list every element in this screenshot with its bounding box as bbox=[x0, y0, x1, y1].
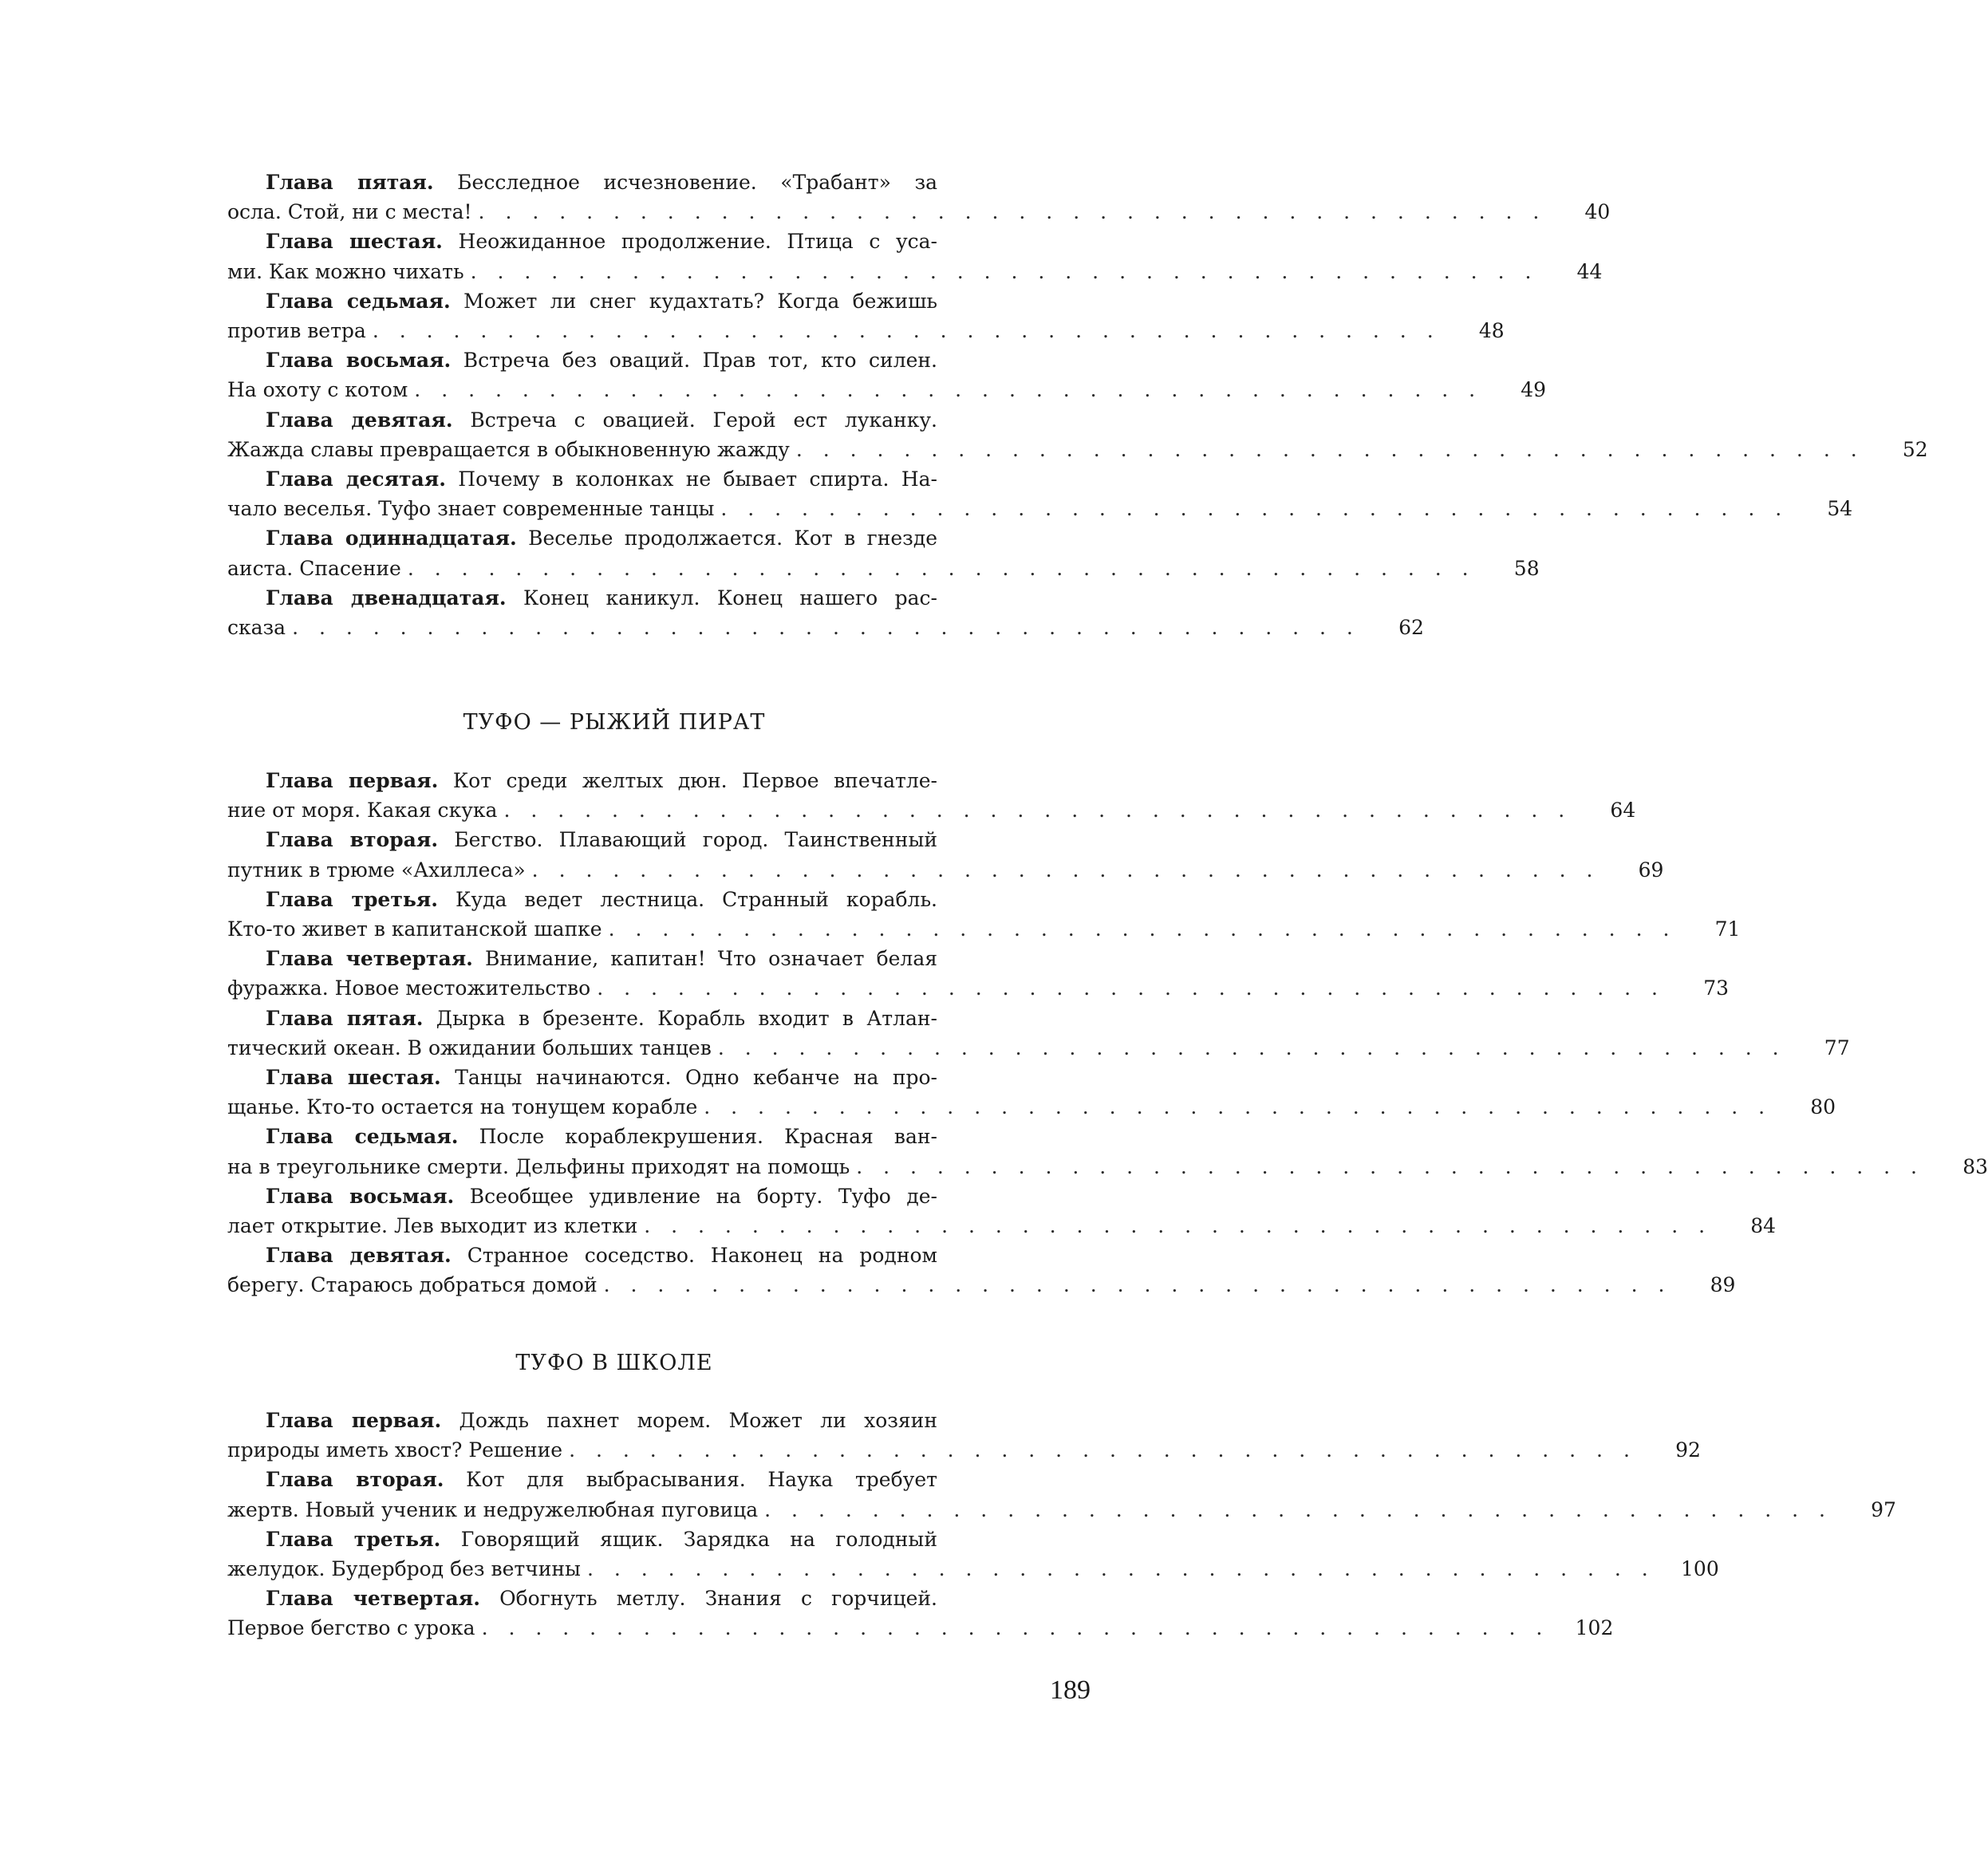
chapter-label: Глава пятая. bbox=[266, 171, 434, 194]
toc-entry-second-line bbox=[227, 1613, 1614, 1643]
page-ref: 97 bbox=[1871, 1497, 1896, 1521]
chapter-title-part-1: Обогнуть метлу. Знания с горчицей. bbox=[499, 1587, 937, 1611]
chapter-title-part-2: лает открытие. Лев выходит из клетки bbox=[227, 1214, 638, 1238]
chapter-title-part-2: против ветра bbox=[227, 319, 366, 343]
toc-entry bbox=[227, 1063, 1836, 1122]
toc-entry-second-line bbox=[227, 554, 1540, 583]
toc-entry-first-line bbox=[227, 1465, 1001, 1494]
dot-leader: . . . . . . . . . . . . . . . . . . . . . . . . . . . . . . . . . . . . . . . . bbox=[608, 917, 1677, 941]
toc-entry bbox=[227, 168, 1611, 227]
page-ref: 44 bbox=[1576, 259, 1603, 283]
chapter-label: Глава седьмая. bbox=[266, 1125, 459, 1149]
chapter-title-part-1: Кот среди желтых дюн. Первое впечатле- bbox=[452, 769, 937, 792]
chapter-title-part-2: Жажда славы превращается в обыкновенную жажду bbox=[227, 437, 790, 461]
dot-leader: . . . . . . . . . . . . . . . . . . . . . . . . . . . . . . . . . . . . . . . . bbox=[720, 497, 1789, 521]
toc-block-3 bbox=[227, 1406, 1896, 1643]
page-ref: 52 bbox=[1902, 437, 1928, 461]
chapter-title-part-2: на в треугольнике смерти. Дельфины приходят на помощь bbox=[227, 1154, 850, 1178]
page-ref: 84 bbox=[1750, 1214, 1777, 1238]
dot-leader: . . . . . . . . . . . . . . . . . . . . . . . . . . . . . . . . . . . . . . . . bbox=[795, 437, 1864, 461]
chapter-title-part-1: Веселье продолжается. Кот в гнезде bbox=[528, 527, 938, 550]
toc-block-2 bbox=[227, 766, 1988, 1300]
page-ref: 71 bbox=[1714, 917, 1741, 941]
dot-leader: . . . . . . . . . . . . . . . . . . . . . . . . . . . . . . . . . . . . . . . . bbox=[644, 1214, 1713, 1238]
chapter-label: Глава шестая. bbox=[266, 1066, 441, 1090]
chapter-title-part-2: На охоту с котом bbox=[227, 378, 408, 402]
page-ref: 62 bbox=[1398, 616, 1424, 640]
chapter-title-part-1: Внимание, капитан! Что означает белая bbox=[485, 947, 937, 971]
toc-entry-second-line bbox=[227, 613, 1424, 642]
chapter-title-part-2: Первое бегство с урока bbox=[227, 1616, 475, 1640]
toc-entry-first-line bbox=[227, 825, 1001, 854]
toc-entry bbox=[227, 1241, 1736, 1300]
toc-entry-second-line bbox=[227, 197, 1611, 227]
chapter-label: Глава седьмая. bbox=[266, 289, 451, 313]
chapter-title-part-2: чало веселья. Туфо знает современные танцы bbox=[227, 497, 715, 521]
dot-leader: . . . . . . . . . . . . . . . . . . . . . . . . . . . . . . . . . . . . . . . . bbox=[856, 1154, 1924, 1178]
section-title-school: ТУФО В ШКОЛЕ bbox=[515, 1351, 713, 1375]
toc-entry-first-line bbox=[227, 168, 1001, 197]
toc-block-1 bbox=[227, 168, 1928, 642]
chapter-title-part-1: Кот для выбрасывания. Наука требует bbox=[466, 1468, 937, 1492]
page-ref: 89 bbox=[1710, 1273, 1736, 1297]
chapter-title-part-2: ние от моря. Какая скука bbox=[227, 799, 498, 823]
toc-entry-second-line bbox=[227, 1270, 1736, 1300]
toc-entry-first-line bbox=[227, 1004, 1001, 1033]
chapter-title-part-1: Встреча без оваций. Прав тот, кто силен. bbox=[463, 349, 937, 373]
dot-leader: . . . . . . . . . . . . . . . . . . . . . . . . . . . . . . . . . . . . . . . . bbox=[597, 976, 1665, 1000]
chapter-title-part-2: Кто-то живет в капитанской шапке bbox=[227, 917, 602, 941]
chapter-title-part-2: тический океан. В ожидании больших танцев bbox=[227, 1036, 712, 1059]
toc-entry bbox=[227, 1004, 1850, 1063]
chapter-label: Глава десятая. bbox=[266, 467, 446, 491]
dot-leader: . . . . . . . . . . . . . . . . . . . . . . . . . . . . . . . . . . . . . . . . bbox=[414, 378, 1483, 402]
toc-entry-first-line bbox=[227, 464, 1001, 494]
toc-entry-first-line bbox=[227, 885, 1001, 914]
chapter-label: Глава вторая. bbox=[266, 1468, 444, 1492]
toc-entry-second-line bbox=[227, 795, 1636, 825]
chapter-title-part-2: фуражка. Новое местожительство bbox=[227, 976, 591, 1000]
toc-entry-first-line bbox=[227, 1122, 1001, 1151]
chapter-label: Глава одиннадцатая. bbox=[266, 527, 517, 550]
chapter-title-part-2: путник в трюме «Ахиллеса» bbox=[227, 858, 526, 882]
dot-leader: . . . . . . . . . . . . . . . . . . . . . . . . . . . . . . . . . . . . . . . . bbox=[481, 1616, 1550, 1640]
chapter-title-part-1: Дождь пахнет морем. Может ли хозяин bbox=[459, 1409, 937, 1432]
toc-entry-second-line bbox=[227, 1554, 1719, 1584]
chapter-label: Глава четвертая. bbox=[266, 947, 473, 971]
chapter-title-part-1: Неожиданное продолжение. Птица с уса- bbox=[458, 230, 938, 254]
toc-entry bbox=[227, 1584, 1614, 1643]
toc-entry-first-line bbox=[227, 1584, 1001, 1613]
toc-entry-second-line bbox=[227, 973, 1729, 1003]
toc-entry bbox=[227, 1525, 1719, 1584]
dot-leader: . . . . . . . . . . . . . . . . . . . . . . . . . . . . . . . . . . . . . . . . bbox=[292, 616, 1360, 640]
chapter-label: Глава первая. bbox=[266, 769, 439, 792]
chapter-title-part-2: жертв. Новый ученик и недружелюбная пуговица bbox=[227, 1497, 759, 1521]
chapter-title-part-2: ми. Как можно чихать bbox=[227, 259, 464, 283]
chapter-title-part-1: Почему в колонках не бывает спирта. На- bbox=[458, 467, 937, 491]
toc-entry bbox=[227, 464, 1853, 523]
toc-entry bbox=[227, 766, 1636, 825]
page-ref: 92 bbox=[1675, 1438, 1701, 1462]
chapter-label: Глава шестая. bbox=[266, 230, 443, 254]
dot-leader: . . . . . . . . . . . . . . . . . . . . . . . . . . . . . . . . . . . . . . . . bbox=[478, 200, 1547, 224]
toc-entry-first-line bbox=[227, 944, 1001, 973]
chapter-label: Глава восьмая. bbox=[266, 349, 452, 373]
toc-entry-first-line bbox=[227, 405, 1001, 435]
chapter-title-part-2: сказа bbox=[227, 616, 286, 640]
chapter-title-part-2: аиста. Спасение bbox=[227, 556, 401, 580]
chapter-label: Глава третья. bbox=[266, 1527, 441, 1551]
toc-entry-first-line bbox=[227, 523, 1001, 553]
chapter-label: Глава двенадцатая. bbox=[266, 586, 507, 610]
toc-entry-second-line bbox=[227, 375, 1547, 404]
page-ref: 64 bbox=[1610, 799, 1636, 823]
page-number: 189 bbox=[1050, 1675, 1091, 1705]
chapter-title-part-1: Бесследное исчезновение. «Трабант» за bbox=[457, 171, 937, 194]
toc-entry-first-line bbox=[227, 286, 1001, 316]
page-ref: 48 bbox=[1478, 319, 1505, 343]
chapter-label: Глава пятая. bbox=[266, 1006, 424, 1030]
dot-leader: . . . . . . . . . . . . . . . . . . . . . . . . . . . . . . . . . . . . . . . . bbox=[603, 1273, 1672, 1297]
dot-leader: . . . . . . . . . . . . . . . . . . . . . . . . . . . . . . . . . . . . . . . . bbox=[470, 259, 1539, 283]
toc-entry bbox=[227, 345, 1547, 404]
toc-entry bbox=[227, 583, 1424, 642]
toc-entry bbox=[227, 405, 1928, 464]
chapter-label: Глава четвертая. bbox=[266, 1587, 480, 1611]
chapter-title-part-1: Дырка в брезенте. Корабль входит в Атлан- bbox=[436, 1006, 937, 1030]
toc-entry bbox=[227, 1406, 1701, 1465]
toc-entry bbox=[227, 523, 1540, 582]
toc-entry-second-line bbox=[227, 1435, 1701, 1465]
chapter-title-part-1: Всеобщее удивление на борту. Туфо де- bbox=[469, 1184, 937, 1208]
toc-entry-second-line bbox=[227, 494, 1853, 523]
toc-entry-first-line bbox=[227, 583, 1001, 613]
toc-entry-first-line bbox=[227, 1182, 1001, 1211]
chapter-label: Глава третья. bbox=[266, 887, 438, 911]
dot-leader: . . . . . . . . . . . . . . . . . . . . . . . . . . . . . . . . . . . . . . . . bbox=[586, 1557, 1655, 1581]
chapter-label: Глава девятая. bbox=[266, 408, 453, 432]
toc-entry bbox=[227, 944, 1729, 1003]
dot-leader: . . . . . . . . . . . . . . . . . . . . . . . . . . . . . . . . . . . . . . . . bbox=[717, 1036, 1786, 1059]
page-ref: 58 bbox=[1513, 556, 1540, 580]
toc-entry-second-line bbox=[227, 1092, 1836, 1122]
chapter-label: Глава первая. bbox=[266, 1409, 442, 1432]
toc-entry bbox=[227, 825, 1664, 884]
toc-entry-second-line bbox=[227, 435, 1928, 464]
toc-entry-first-line bbox=[227, 1063, 1001, 1092]
toc-entry bbox=[227, 286, 1505, 345]
toc-entry-first-line bbox=[227, 766, 1001, 795]
toc-entry-first-line bbox=[227, 1525, 1001, 1554]
chapter-title-part-1: Может ли снег кудахтать? Когда бежишь bbox=[463, 289, 937, 313]
toc-entry-first-line bbox=[227, 227, 1001, 256]
page-ref: 40 bbox=[1584, 200, 1611, 224]
chapter-title-part-1: Странное соседство. Наконец на родном bbox=[467, 1244, 937, 1268]
dot-leader: . . . . . . . . . . . . . . . . . . . . . . . . . . . . . . . . . . . . . . . . bbox=[531, 858, 1600, 882]
section-title-pirate: ТУФО — РЫЖИЙ ПИРАТ bbox=[463, 710, 766, 735]
page-ref: 69 bbox=[1638, 858, 1664, 882]
dot-leader: . . . . . . . . . . . . . . . . . . . . . . . . . . . . . . . . . . . . . . . . bbox=[704, 1095, 1773, 1119]
toc-entry-first-line bbox=[227, 1241, 1001, 1270]
chapter-title-part-2: берегу. Стараюсь добраться домой bbox=[227, 1273, 598, 1297]
page-ref: 49 bbox=[1521, 378, 1547, 402]
dot-leader: . . . . . . . . . . . . . . . . . . . . . . . . . . . . . . . . . . . . . . . . bbox=[764, 1497, 1832, 1521]
toc-entry-first-line bbox=[227, 1406, 1001, 1435]
toc-entry-second-line bbox=[227, 1211, 1777, 1241]
chapter-title-part-2: щанье. Кто-то остается на тонущем корабле bbox=[227, 1095, 698, 1119]
dot-leader: . . . . . . . . . . . . . . . . . . . . . . . . . . . . . . . . . . . . . . . . bbox=[569, 1438, 1637, 1462]
toc-entry-second-line bbox=[227, 1495, 1896, 1525]
dot-leader: . . . . . . . . . . . . . . . . . . . . . . . . . . . . . . . . . . . . . . . . bbox=[372, 319, 1441, 343]
dot-leader: . . . . . . . . . . . . . . . . . . . . . . . . . . . . . . . . . . . . . . . . bbox=[407, 556, 1476, 580]
toc-entry-second-line bbox=[227, 1033, 1850, 1063]
page-ref: 80 bbox=[1810, 1095, 1836, 1119]
chapter-title-part-1: Встреча с овацией. Герой ест луканку. bbox=[470, 408, 937, 432]
toc-entry bbox=[227, 885, 1741, 944]
chapter-title-part-1: После кораблекрушения. Красная ван- bbox=[479, 1125, 937, 1149]
toc-entry-first-line bbox=[227, 345, 1001, 375]
toc-entry-second-line bbox=[227, 855, 1664, 885]
chapter-title-part-2: природы иметь хвост? Решение bbox=[227, 1438, 563, 1462]
page-ref: 73 bbox=[1703, 976, 1729, 1000]
toc-entry-second-line bbox=[227, 316, 1505, 345]
toc-entry-second-line bbox=[227, 257, 1603, 286]
page-ref: 54 bbox=[1827, 497, 1853, 521]
toc-entry bbox=[227, 1122, 1988, 1181]
toc-entry bbox=[227, 1465, 1896, 1524]
page-ref: 102 bbox=[1575, 1616, 1614, 1640]
chapter-label: Глава девятая. bbox=[266, 1244, 452, 1268]
toc-entry bbox=[227, 1182, 1777, 1241]
toc-entry-second-line bbox=[227, 1152, 1988, 1182]
toc-entry bbox=[227, 227, 1603, 286]
page-ref: 77 bbox=[1824, 1036, 1850, 1059]
dot-leader: . . . . . . . . . . . . . . . . . . . . . . . . . . . . . . . . . . . . . . . . bbox=[503, 799, 1572, 823]
chapter-title-part-1: Конец каникул. Конец нашего рас- bbox=[523, 586, 937, 610]
toc-entry-second-line bbox=[227, 914, 1741, 944]
chapter-title-part-1: Танцы начинаются. Одно кебанче на про- bbox=[455, 1066, 937, 1090]
chapter-title-part-2: желудок. Будерброд без ветчины bbox=[227, 1557, 581, 1581]
chapter-title-part-2: осла. Стой, ни с места! bbox=[227, 200, 472, 224]
page-ref: 100 bbox=[1681, 1557, 1719, 1581]
chapter-label: Глава вторая. bbox=[266, 828, 439, 852]
chapter-title-part-1: Куда ведет лестница. Странный корабль. bbox=[456, 887, 937, 911]
page-ref: 83 bbox=[1962, 1154, 1988, 1178]
chapter-title-part-1: Бегство. Плавающий город. Таинственный bbox=[454, 828, 938, 852]
chapter-label: Глава восьмая. bbox=[266, 1184, 455, 1208]
chapter-title-part-1: Говорящий ящик. Зарядка на голодный bbox=[460, 1527, 937, 1551]
